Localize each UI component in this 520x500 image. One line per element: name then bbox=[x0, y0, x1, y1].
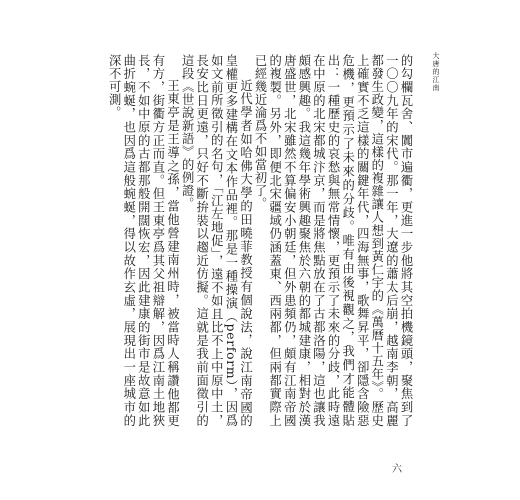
paragraph-2: 近代學者如哈佛大學的田曉菲教授有個說法，說江南帝國的皇權更多建構在文本作品裡。那是一種操演（perform），因爲如文前所徵引的名句，「江左地促」，遠不如且比不上中原中土，長安比日更遠，只好不斷拚裝以趨近仿擬。這就是我前面徵引的這段《世說新語》的例證。 bbox=[180, 54, 253, 427]
body-text bbox=[101, 54, 413, 427]
paragraph-3: 王東亭是王導之孫，當他營建南州時，被當時人稱讚他都更有方，街衢方正而直。但王東亭爲其父祖辯解，因爲江南土地狹長，不如中原的古都那般開闊恢宏，因此建康的街市是故意如此曲折蜿蜒，也因爲這般蜿蜒，得以故作玄虛，展現出一座城市的深不可測。 bbox=[107, 54, 180, 427]
page-number: 六 bbox=[392, 464, 402, 475]
paragraph-1: 的勾欄瓦舍、闐市遍衢，更進一步他將其空拍機鏡頭，聚焦到了一〇〇九年的宋代。那一年，大遼的蕭太后崩，越南李朝，高麗都發生政變，這樣的複雜讓人想到黃仁宇的《萬曆十五年》。歷史上確實不乏這樣的關鍵年代，四海無事，歌舞昇平，卻隱含險惡危機，更預示了未來的分歧。唯有由後視觀之，我們才能體貼出：一種歷史的哀愁與無常情懷，更預示了未來的分歧，此時遠在中原的北宋都城汴京，而是將焦點放在了古都洛陽，這也讓我頗感興趣。我這幾年學術興趣聚焦於六朝的都城建康，相對於漢唐盛世，北宋雖然不算偏安小朝廷，但外患頻仍，頗有江南帝國的複製。另外，即便北宋疆域仍涵蓋東、西兩都，但兩都實際上已經幾近淪爲不如當初了。 bbox=[253, 54, 413, 427]
running-header: 大唐的江南 bbox=[432, 52, 440, 92]
